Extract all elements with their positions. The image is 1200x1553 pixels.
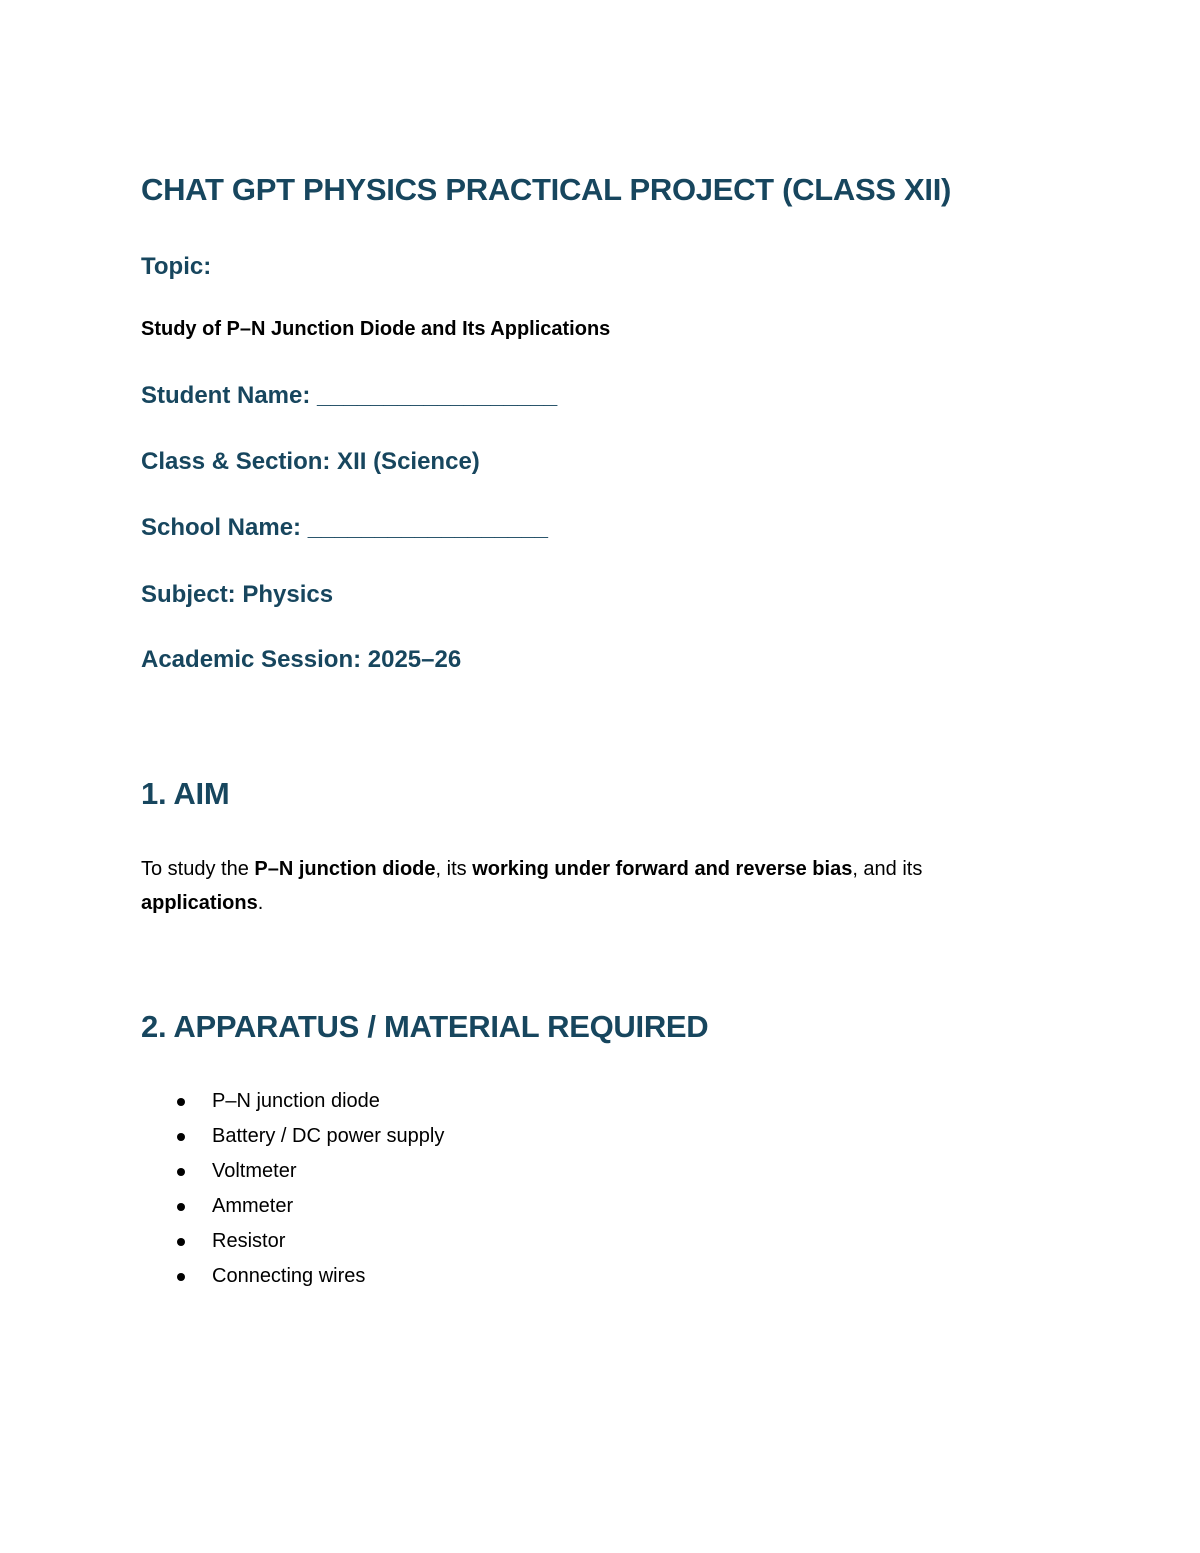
bullet-icon <box>177 1168 185 1176</box>
document-title: CHAT GPT PHYSICS PRACTICAL PROJECT (CLASS XII) <box>141 172 952 207</box>
list-item <box>141 1189 444 1224</box>
list-item-label: Connecting wires <box>212 1265 366 1287</box>
academic-session-field: Academic Session: 2025–26 <box>141 646 462 673</box>
aim-text-emphasis: applications <box>141 892 258 914</box>
list-item <box>141 1084 444 1119</box>
list-item <box>141 1259 444 1294</box>
aim-text-part: , and its <box>852 858 923 880</box>
list-item-label: Battery / DC power supply <box>212 1125 445 1147</box>
list-item <box>141 1224 444 1259</box>
aim-text-part: , its <box>435 858 473 880</box>
aim-text <box>141 852 1041 920</box>
list-item <box>141 1154 444 1189</box>
apparatus-list <box>141 1084 444 1294</box>
school-name-field: School Name: __________________ <box>141 514 548 541</box>
student-name-field: Student Name: __________________ <box>141 382 558 409</box>
aim-text-part: To study the <box>141 858 255 880</box>
bullet-icon <box>177 1273 185 1281</box>
list-item-label: Ammeter <box>212 1195 294 1217</box>
list-item-label: Resistor <box>212 1230 286 1252</box>
list-item <box>141 1119 444 1154</box>
topic-label: Topic: <box>141 253 212 280</box>
list-item-label: P–N junction diode <box>212 1090 380 1112</box>
apparatus-heading: 2. APPARATUS / MATERIAL REQUIRED <box>141 1009 709 1044</box>
list-item-label: Voltmeter <box>212 1160 297 1182</box>
bullet-icon <box>177 1133 185 1141</box>
aim-heading: 1. AIM <box>141 776 230 811</box>
class-section-field: Class & Section: XII (Science) <box>141 448 480 475</box>
aim-text-part: . <box>257 892 264 914</box>
bullet-icon <box>177 1203 185 1211</box>
subject-field: Subject: Physics <box>141 581 334 608</box>
aim-text-emphasis: working under forward and reverse bias <box>472 858 853 880</box>
bullet-icon <box>177 1098 185 1106</box>
topic-text: Study of P–N Junction Diode and Its Applications <box>141 318 611 340</box>
aim-text-emphasis: P–N junction diode <box>254 858 436 880</box>
bullet-icon <box>177 1238 185 1246</box>
